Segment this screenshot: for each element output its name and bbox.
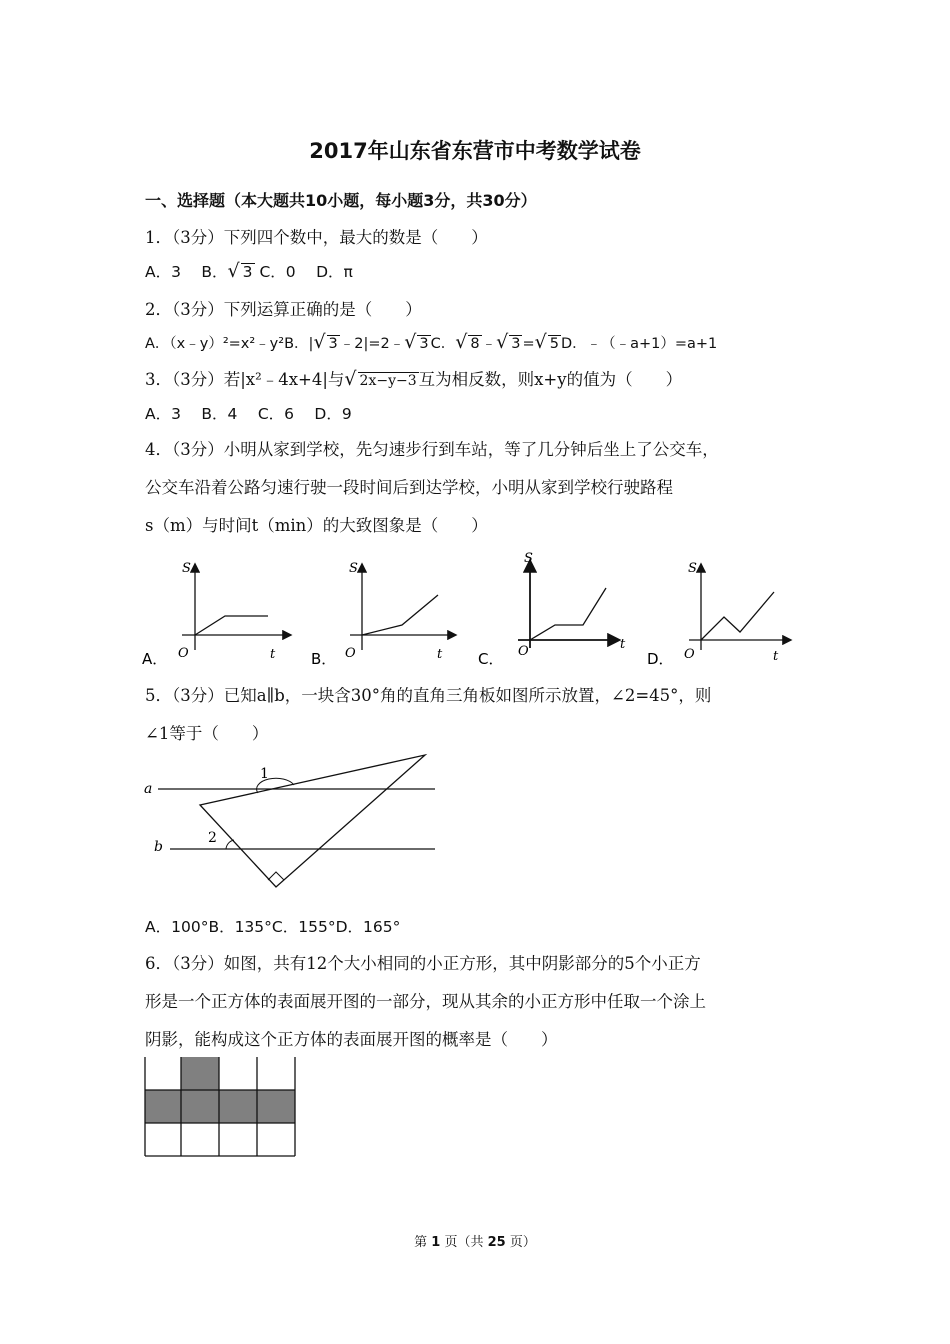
svg-text:B．: B． bbox=[311, 650, 337, 668]
question-4-line-3: s（m）与时间t（min）的大致图象是（ ） bbox=[145, 516, 488, 535]
question-1-stem: 1．（3分）下列四个数中，最大的数是（ ） bbox=[145, 228, 488, 247]
question-6-line-2: 形是一个正方体的表面展开图的一部分，现从其余的小正方形中任取一个涂上 bbox=[145, 992, 706, 1011]
question-6-line-3: 阴影，能构成这个正方体的表面展开图的概率是（ ） bbox=[145, 1030, 558, 1049]
svg-text:t: t bbox=[773, 649, 779, 664]
q6-figure bbox=[140, 1055, 300, 1160]
page-title: 2017年山东省东营市中考数学试卷 bbox=[309, 139, 641, 163]
q1-option-c: C．0 bbox=[259, 263, 296, 281]
graph-c bbox=[478, 551, 626, 668]
graph-a bbox=[142, 561, 290, 668]
svg-text:b: b bbox=[154, 839, 163, 855]
svg-text:A．: A． bbox=[142, 650, 168, 668]
svg-text:t: t bbox=[270, 647, 276, 662]
question-6-line-1: 6．（3分）如图，共有12个大小相同的小正方形，其中阴影部分的5个小正方 bbox=[145, 954, 701, 973]
question-2-options bbox=[145, 331, 717, 353]
question-3-stem: 3．（3分）若|x²﹣4x+4|与√ 2x−y−3 互为相反数，则x+y的值为（ ） bbox=[145, 368, 683, 390]
set-square bbox=[200, 755, 425, 887]
svg-text:D．: D． bbox=[647, 650, 674, 668]
question-5-options: A．100°B．135°C．155°D．165° bbox=[145, 918, 401, 936]
svg-text:O: O bbox=[345, 646, 356, 661]
svg-text:O: O bbox=[518, 644, 529, 659]
svg-text:S: S bbox=[524, 551, 533, 566]
question-5-line-1: 5．（3分）已知a∥b，一块含30°角的直角三角板如图所示放置，∠2=45°，则 bbox=[145, 686, 712, 705]
shaded-square bbox=[181, 1057, 219, 1090]
svg-text:S: S bbox=[688, 561, 697, 576]
q1-option-a: A．3 bbox=[145, 263, 181, 281]
q1-option-b: B．√ 3 bbox=[201, 260, 253, 282]
question-3-options: A．3 B．4 C．6 D．9 bbox=[145, 405, 352, 423]
svg-text:C．: C． bbox=[478, 650, 504, 668]
q2-option-c: C．√ 8 ﹣√ 3 =√ 5 bbox=[430, 331, 559, 353]
page-footer: 第 1 页（共 25 页） bbox=[414, 1235, 536, 1250]
graph-b bbox=[311, 561, 455, 668]
graph-d bbox=[647, 561, 790, 668]
svg-text:O: O bbox=[684, 647, 695, 662]
question-2-stem: 2．（3分）下列运算正确的是（ ） bbox=[145, 300, 422, 319]
q2-option-b: B．|√ 3 ﹣2|=2﹣√ 3 bbox=[284, 331, 429, 353]
q1-option-d: D．π bbox=[316, 263, 353, 281]
question-5-line-2: ∠1等于（ ） bbox=[145, 724, 269, 743]
q2-option-a: A．（x﹣y）²=x²﹣y² bbox=[145, 336, 285, 352]
svg-text:2: 2 bbox=[208, 830, 217, 846]
svg-text:1: 1 bbox=[260, 766, 269, 782]
svg-text:S: S bbox=[349, 561, 358, 576]
svg-text:O: O bbox=[178, 646, 189, 661]
question-4-line-2: 公交车沿着公路匀速行驶一段时间后到达学校，小明从家到学校行驶路程 bbox=[145, 478, 673, 497]
section-heading: 一、选择题（本大题共10小题，每小题3分，共30分） bbox=[145, 191, 537, 210]
svg-text:t: t bbox=[437, 647, 443, 662]
question-1-options bbox=[145, 260, 353, 282]
q5-figure bbox=[140, 750, 440, 892]
q4-graph-options bbox=[140, 550, 820, 672]
svg-text:a: a bbox=[144, 781, 153, 797]
q2-option-d: D．﹣（﹣a+1）=a+1 bbox=[560, 336, 718, 352]
svg-text:S: S bbox=[182, 561, 191, 576]
shaded-row bbox=[145, 1090, 295, 1123]
svg-text:t: t bbox=[620, 637, 626, 652]
question-4-line-1: 4．（3分）小明从家到学校，先匀速步行到车站，等了几分钟后坐上了公交车， bbox=[145, 440, 719, 459]
